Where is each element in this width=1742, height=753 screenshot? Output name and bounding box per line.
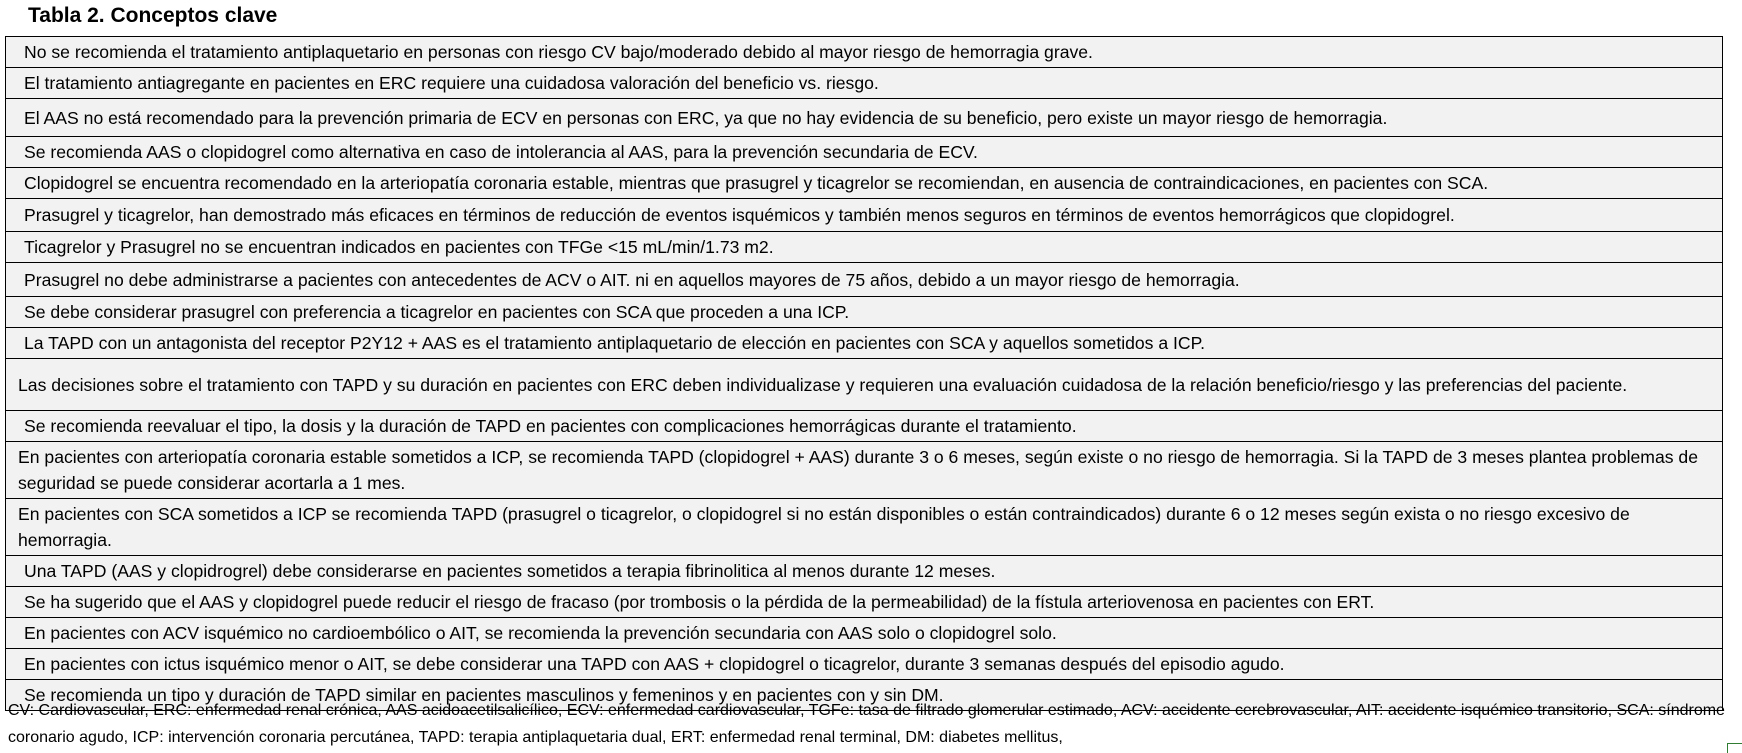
concept-cell: Clopidogrel se encuentra recomendado en la arteriopatía coronaria estable, mientras que prasugrel y ticagrelor se recomiendan, en ausencia de contraindicaciones, en pacientes con SCA. xyxy=(6,168,1723,199)
concept-cell: Se ha sugerido que el AAS y clopidogrel puede reducir el riesgo de fracaso (por trombosis o la pérdida de la permeabilidad) de la fístula arteriovenosa en pacientes con ERT. xyxy=(6,587,1723,618)
table-row xyxy=(6,232,1723,263)
concept-cell: En pacientes con SCA sometidos a ICP se recomienda TAPD (prasugrel o ticagrelor, o clopidogrel si no están disponibles o están contraindicados) durante 6 o 12 meses según exista o no riesgo excesivo de hemorragia. xyxy=(6,499,1723,556)
table-row xyxy=(6,587,1723,618)
table-row xyxy=(6,618,1723,649)
table-row xyxy=(6,359,1723,411)
concept-cell: En pacientes con ACV isquémico no cardioembólico o AIT, se recomienda la prevención secundaria con AAS solo o clopidogrel solo. xyxy=(6,618,1723,649)
table-row xyxy=(6,68,1723,99)
table-row xyxy=(6,37,1723,68)
table-row xyxy=(6,499,1723,556)
concept-cell: Se recomienda reevaluar el tipo, la dosis y la duración de TAPD en pacientes con complicaciones hemorrágicas durante el tratamiento. xyxy=(6,411,1723,442)
concept-cell: Se debe considerar prasugrel con preferencia a ticagrelor en pacientes con SCA que proceden a una ICP. xyxy=(6,297,1723,328)
concept-cell: Las decisiones sobre el tratamiento con TAPD y su duración en pacientes con ERC deben individualizase y requieren una evaluación cuidadosa de la relación beneficio/riesgo y las preferencias del paciente. xyxy=(6,359,1723,411)
table-row xyxy=(6,411,1723,442)
concept-cell: Prasugrel no debe administrarse a pacientes con antecedentes de ACV o AIT. ni en aquellos mayores de 75 años, debido a un mayor riesgo de hemorragia. xyxy=(6,263,1723,297)
table-row xyxy=(6,263,1723,297)
table-row xyxy=(6,328,1723,359)
concept-cell: El tratamiento antiagregante en pacientes en ERC requiere una cuidadosa valoración del beneficio vs. riesgo. xyxy=(6,68,1723,99)
table-title: Tabla 2. Conceptos clave xyxy=(28,4,278,27)
table-row xyxy=(6,442,1723,499)
table-row xyxy=(6,649,1723,680)
concept-cell: Se recomienda un tipo y duración de TAPD similar en pacientes masculinos y femeninos y en pacientes con y sin DM. xyxy=(6,680,1723,711)
key-concepts-table xyxy=(5,36,1723,711)
concept-cell: Ticagrelor y Prasugrel no se encuentran indicados en pacientes con TFGe <15 mL/min/1.73 m2. xyxy=(6,232,1723,263)
concept-cell: Se recomienda AAS o clopidogrel como alternativa en caso de intolerancia al AAS, para la prevención secundaria de ECV. xyxy=(6,137,1723,168)
table-row xyxy=(6,556,1723,587)
table-row xyxy=(6,99,1723,137)
concept-cell: La TAPD con un antagonista del receptor P2Y12 + AAS es el tratamiento antiplaquetario de elección en pacientes con SCA y aquellos sometidos a ICP. xyxy=(6,328,1723,359)
table-row xyxy=(6,297,1723,328)
table-row xyxy=(6,168,1723,199)
table-footnote: CV: Cardiovascular, ERC: enfermedad renal crónica, AAS acidoacetilsalicílico, ECV: enfermedad cardiovascular, TGFe: tasa de filtrado glomerular estimado, ACV: accidente cerebrovascular, AIT: accidente isquémico transitorio, SCA: síndrome coronario agudo, ICP: intervención coronaria percutánea, TAPD: terapia antiplaquetaria dual, ERT: enfermedad renal terminal, DM: diabetes mellitus, xyxy=(8,702,1725,746)
concept-cell: No se recomienda el tratamiento antiplaquetario en personas con riesgo CV bajo/moderado debido al mayor riesgo de hemorragia grave. xyxy=(6,37,1723,68)
table-row xyxy=(6,137,1723,168)
concept-cell: El AAS no está recomendado para la prevención primaria de ECV en personas con ERC, ya que no hay evidencia de su beneficio, pero existe un mayor riesgo de hemorragia. xyxy=(6,99,1723,137)
table-row xyxy=(6,199,1723,232)
concept-cell: Una TAPD (AAS y clopidrogrel) debe considerarse en pacientes sometidos a terapia fibrinolitica al menos durante 12 meses. xyxy=(6,556,1723,587)
concept-cell: En pacientes con ictus isquémico menor o AIT, se debe considerar una TAPD con AAS + clopidogrel o ticagrelor, durante 3 semanas después del episodio agudo. xyxy=(6,649,1723,680)
concept-cell: Prasugrel y ticagrelor, han demostrado más eficaces en términos de reducción de eventos isquémicos y también menos seguros en términos de eventos hemorrágicos que clopidogrel. xyxy=(6,199,1723,232)
concept-cell: En pacientes con arteriopatía coronaria estable sometidos a ICP, se recomienda TAPD (clopidogrel + AAS) durante 3 o 6 meses, según existe o no riesgo de hemorragia. Si la TAPD de 3 meses plantea problemas de seguridad se puede considerar acortarla a 1 mes. xyxy=(6,442,1723,499)
